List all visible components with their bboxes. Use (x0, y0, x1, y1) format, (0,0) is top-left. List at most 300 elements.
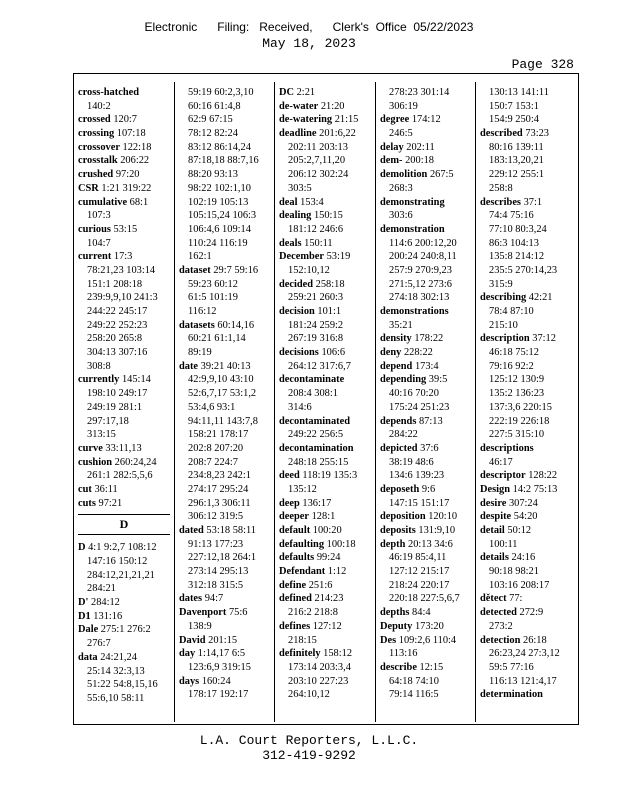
page-line-references: 59:19 60:2,3,10 (188, 87, 254, 98)
page-line-references: 297:17,18 (87, 415, 129, 427)
index-entry (480, 551, 576, 565)
page-line-references: 20:13 34:6 (405, 538, 453, 550)
page-line-references: 228:22 (401, 347, 433, 359)
index-term: day (179, 648, 196, 660)
index-entry-continuation (480, 86, 576, 100)
index-entry (78, 141, 170, 155)
page-line-references: 150:15 (311, 210, 343, 222)
page-line-references: 53:19 (324, 251, 351, 263)
page-line-references: 307:24 (506, 497, 538, 509)
index-entry (480, 196, 576, 210)
page-line-references: 53:4,6 93:1 (188, 401, 236, 413)
index-entry (480, 634, 576, 648)
index-entry (78, 250, 170, 264)
page-line-references: 87:13 (416, 415, 443, 427)
column-divider (375, 82, 376, 722)
index-entry (380, 141, 472, 155)
index-term: defines (279, 620, 311, 632)
index-term: dem- (380, 155, 403, 167)
page-line-references: 206:12 302:24 (288, 169, 349, 181)
page-line-references: 200:18 (402, 155, 434, 167)
index-entry-continuation (179, 387, 271, 401)
index-entry-continuation (179, 113, 271, 127)
index-entry-continuation (480, 209, 576, 223)
index-entry-continuation (78, 428, 170, 442)
page-line-references: 128:1 (309, 511, 336, 523)
page-line-references: 258:18 (313, 278, 345, 290)
index-entry (78, 651, 170, 665)
index-entry-continuation (179, 483, 271, 497)
index-entry (78, 483, 170, 497)
index-entry-continuation (279, 182, 371, 196)
page-line-references: 125:12 130:9 (489, 374, 545, 386)
index-term: data (78, 651, 98, 663)
index-entry-continuation (78, 569, 170, 583)
index-entry-continuation (78, 555, 170, 569)
index-term: demonstration (380, 223, 445, 235)
page-line-references: 202:8 207:20 (188, 442, 244, 454)
index-entry-continuation (480, 223, 576, 237)
page-line-references: 120:7 (110, 114, 137, 126)
index-entry (480, 592, 576, 606)
page-line-references: 88:20 93:13 (188, 169, 238, 181)
page-line-references: 284:21 (87, 583, 116, 595)
index-entry (279, 127, 371, 141)
page-line-references: 304:13 307:16 (87, 347, 148, 359)
index-term: deposeth (380, 483, 420, 495)
index-entry-continuation (179, 127, 271, 141)
page-line-references: 89:19 (188, 347, 212, 359)
index-term: cross-hatched (78, 87, 139, 98)
index-entry (380, 332, 472, 346)
page-line-references: 62:9 67:15 (188, 114, 233, 126)
index-entry-continuation (380, 456, 472, 470)
index-entry-continuation (480, 579, 576, 593)
index-entry (380, 661, 472, 675)
index-entry-continuation (78, 278, 170, 292)
index-entry-continuation (380, 688, 472, 702)
page-line-references: 83:12 86:14,24 (188, 141, 251, 153)
index-term: days (179, 675, 200, 687)
index-term: decontaminated (279, 415, 350, 427)
index-entry (179, 360, 271, 374)
index-entry-continuation (279, 154, 371, 168)
index-entry-continuation (78, 360, 170, 374)
index-entry (279, 196, 371, 210)
index-term: David (179, 634, 206, 646)
page-line-references: 78:21,23 103:14 (87, 264, 156, 276)
index-term: deny (380, 347, 402, 359)
index-entry-continuation (279, 291, 371, 305)
page-line-references: 218:15 (288, 634, 317, 646)
index-entry (380, 113, 472, 127)
index-entry-continuation (279, 428, 371, 442)
page-line-references: 37:12 (529, 333, 556, 345)
index-term: determination (480, 689, 543, 701)
column-divider (274, 82, 275, 722)
index-term: Dale (78, 624, 99, 636)
page-line-references: 37:1 (520, 196, 543, 208)
page-line-references: 140:2 (87, 100, 111, 112)
page-line-references: 259:21 260:3 (288, 292, 344, 304)
page-line-references: 284:12,21,21,21 (87, 569, 155, 581)
index-entry-continuation (179, 223, 271, 237)
index-entry-continuation (279, 606, 371, 620)
page-line-references: 51:22 54:8,15,16 (87, 679, 158, 691)
index-entry-continuation (179, 373, 271, 387)
index-entry (78, 168, 170, 182)
index-term: deal (279, 196, 298, 208)
page-line-references: 198:10 249:17 (87, 388, 148, 400)
index-entry-continuation (179, 579, 271, 593)
page-line-references: 131:9,10 (415, 525, 456, 536)
index-term: crushed (78, 169, 114, 181)
index-entry-continuation (279, 456, 371, 470)
page-line-references: 151:1 208:18 (87, 278, 143, 290)
page-line-references: 261:1 282:5,5,6 (87, 470, 153, 482)
page-line-references: 135:12 (288, 483, 317, 495)
index-entry-continuation (179, 415, 271, 429)
index-term: details (480, 552, 509, 564)
index-term: detail (480, 525, 505, 536)
page-line-references: 52:6,7,17 53:1,2 (188, 388, 257, 400)
index-entry-continuation (480, 305, 576, 319)
page-line-references: 59:5 77:16 (489, 661, 534, 673)
page-line-references: 154:9 250:4 (489, 114, 539, 126)
index-entry-continuation (179, 661, 271, 675)
page-line-references: 33:11,13 (102, 442, 142, 454)
index-entry (78, 127, 170, 141)
index-entry-continuation (279, 141, 371, 155)
index-term: delay (380, 141, 404, 153)
index-entry-continuation (78, 387, 170, 401)
page-line-references: 86:3 104:13 (489, 237, 539, 249)
page-line-references: 174:12 (409, 114, 441, 126)
index-term: demolition (380, 169, 428, 181)
page-line-references: 303:5 (288, 182, 312, 194)
index-entry-continuation (380, 551, 472, 565)
index-term: defaults (279, 552, 315, 564)
page-line-references: 314:6 (288, 401, 312, 413)
index-term: currently (78, 374, 120, 386)
index-entry-continuation (279, 168, 371, 182)
index-entry-continuation (480, 237, 576, 251)
index-entry (480, 483, 576, 497)
index-entry-continuation (179, 497, 271, 511)
index-term: cumulative (78, 196, 128, 208)
index-entry-continuation (279, 387, 371, 401)
page-line-references: 116:12 (188, 306, 217, 317)
page-line-references: 17:3 (111, 251, 133, 263)
index-entry (279, 86, 371, 100)
index-entry-continuation (279, 319, 371, 333)
index-entry (78, 154, 170, 168)
page-line-references: 274:18 302:13 (389, 292, 450, 304)
index-entry-continuation (480, 456, 576, 470)
index-entry-continuation (480, 154, 576, 168)
page-line-references: 116:13 121:4,17 (489, 675, 557, 687)
page-line-references: 138:9 (188, 620, 212, 632)
index-entry-continuation (78, 582, 170, 596)
index-entry (380, 154, 472, 168)
index-entry-continuation (179, 154, 271, 168)
page-line-references: 306:12 319:5 (188, 511, 244, 523)
index-term: depends (380, 415, 417, 427)
index-entry-continuation (78, 209, 170, 223)
page-line-references: 1:21 319:22 (98, 182, 152, 194)
page-line-references: 113:16 (389, 648, 418, 660)
index-term: defaulting (279, 538, 325, 550)
index-entry-continuation (179, 250, 271, 264)
index-entry-continuation (179, 168, 271, 182)
page-line-references: 39:21 40:13 (198, 360, 251, 372)
index-term: crossed (78, 114, 111, 126)
index-entry-continuation (78, 678, 170, 692)
index-entry-continuation (480, 620, 576, 634)
index-term: deeper (279, 511, 310, 523)
page-line-references: 94:11,11 143:7,8 (188, 415, 258, 427)
page-line-references: 158:21 178:17 (188, 429, 249, 441)
page-line-references: 37:6 (417, 442, 439, 454)
index-term: crossing (78, 128, 115, 140)
page-line-references: 258:20 265:8 (87, 333, 143, 345)
page-line-references: 77:10 80:3,24 (489, 223, 547, 235)
index-term: Design (480, 483, 511, 495)
index-column-5 (480, 86, 576, 720)
page-line-references: 46:19 85:4,11 (389, 552, 447, 564)
index-entry (279, 346, 371, 360)
index-entry-continuation (480, 319, 576, 333)
page-line-references: 249:22 252:23 (87, 319, 148, 331)
page-line-references: 103:16 208:17 (489, 579, 550, 591)
page-line-references: 87:18,18 88:7,16 (188, 155, 259, 167)
index-entry-continuation (78, 401, 170, 415)
index-entry (480, 127, 576, 141)
index-entry-continuation (179, 237, 271, 251)
page-line-references: 258:8 (489, 182, 513, 194)
index-entry-continuation (480, 428, 576, 442)
index-term: cuts (78, 497, 96, 509)
index-entry-continuation (179, 428, 271, 442)
index-term: curve (78, 442, 103, 454)
page-line-references: 100:18 (324, 538, 356, 550)
index-term: date (179, 360, 199, 372)
page-line-references: 106:6 (318, 347, 346, 359)
page-line-references: 59:23 60:12 (188, 278, 238, 290)
index-entry (380, 634, 472, 648)
index-entry (78, 196, 170, 210)
index-term: depending (380, 374, 427, 386)
page-line-references: 110:24 116:19 (188, 237, 248, 249)
page-line-references: 257:9 270:9,23 (389, 264, 452, 276)
page-line-references: 135:8 214:12 (489, 251, 545, 263)
page-line-references: 61:5 101:19 (188, 292, 238, 304)
index-term: describes (480, 196, 521, 208)
page-line-references: 296:1,3 306:11 (188, 497, 251, 509)
page-line-references: 268:3 (389, 182, 413, 194)
page-line-references: 147:16 150:12 (87, 556, 148, 567)
page-line-references: 97:20 (113, 169, 140, 181)
index-entry-continuation (380, 250, 472, 264)
page-line-references: 267:5 (427, 169, 454, 181)
index-term: descriptor (480, 470, 526, 482)
page-number: Page 328 (511, 57, 574, 72)
reporter-company: L.A. Court Reporters, L.L.C. (199, 733, 419, 748)
page-line-references: 35:21 (389, 319, 413, 331)
index-entry-continuation (480, 113, 576, 127)
index-entry-continuation (380, 237, 472, 251)
index-entry (279, 592, 371, 606)
page-line-references: 214:23 (311, 593, 344, 605)
page-line-references: 104:7 (87, 237, 111, 249)
index-entry-continuation (480, 250, 576, 264)
page-line-references: 50:12 (504, 525, 532, 536)
index-entry-continuation (78, 469, 170, 483)
index-term: detection (480, 634, 521, 646)
column-divider (475, 82, 476, 722)
page-line-references: 42:21 (526, 292, 553, 304)
index-term: decision (279, 306, 315, 317)
index-entry-continuation (380, 319, 472, 333)
index-entry-continuation (480, 661, 576, 675)
page-line-references: 102:19 105:13 (188, 196, 249, 208)
page-line-references: 131:16 (90, 610, 123, 622)
index-term: decisions (279, 347, 319, 359)
index-entry (380, 223, 472, 237)
page-line-references: 24:21,24 (97, 651, 137, 663)
index-entry (279, 647, 371, 661)
page-line-references: 251:6 (306, 579, 333, 591)
index-term: defined (279, 593, 312, 605)
index-entry-continuation (179, 86, 271, 100)
index-entry-continuation (480, 565, 576, 579)
page-line-references: 227:5 315:10 (489, 429, 545, 441)
index-term: curious (78, 223, 111, 235)
index-entry-continuation (179, 196, 271, 210)
page-line-references: 239:9,9,10 241:3 (87, 292, 158, 304)
deposition-date: May 18, 2023 (262, 36, 356, 51)
page-line-references: 303:6 (389, 210, 413, 222)
page-line-references: 107:18 (114, 128, 146, 140)
index-entry (78, 456, 170, 470)
page-line-references: 46:18 75:12 (489, 347, 539, 359)
page-line-references: 152:10,12 (288, 264, 330, 276)
index-entry-continuation (480, 182, 576, 196)
index-entry-continuation (179, 620, 271, 634)
page-line-references: 218:24 220:17 (389, 579, 450, 591)
page-line-references: 24:16 (508, 552, 536, 564)
index-entry (279, 237, 371, 251)
page-line-references: 53:18 58:11 (203, 525, 256, 536)
index-entry (179, 675, 271, 689)
index-entry-continuation (179, 565, 271, 579)
index-entry (279, 442, 371, 456)
page-line-references: 55:6,10 58:11 (87, 692, 145, 704)
index-entry (480, 442, 576, 456)
index-term: de-watering (279, 114, 333, 126)
page-line-references: 109:2,6 110:4 (396, 634, 457, 646)
page-line-references: 276:7 (87, 638, 111, 650)
index-term: described (480, 128, 523, 140)
page-line-references: 150:11 (301, 237, 333, 249)
index-term: despite (480, 511, 512, 523)
page-line-references: 99:24 (314, 552, 341, 564)
index-entry (279, 209, 371, 223)
page-line-references: 77: (506, 593, 523, 605)
page-line-references: 127:12 (310, 620, 342, 632)
page-line-references: 160:24 (199, 675, 231, 687)
index-entry (279, 579, 371, 593)
page-line-references: 42:9,9,10 43:10 (188, 374, 254, 386)
page-line-references: 229:12 255:1 (489, 169, 545, 181)
index-entry-continuation (179, 456, 271, 470)
page-line-references: 9:6 (419, 483, 436, 495)
index-entry (279, 373, 371, 387)
page-line-references: 284:12 (88, 597, 120, 609)
index-term: deadline (279, 128, 317, 140)
index-term: describing (480, 292, 527, 304)
page-line-references: 84:4 (409, 607, 431, 619)
page-line-references: 273:2 (489, 620, 513, 632)
page-line-references: 202:11 203:13 (288, 141, 348, 153)
index-entry (480, 291, 576, 305)
index-term: D1 (78, 610, 91, 622)
page-line-references: 145:14 (119, 374, 151, 386)
index-entry (380, 415, 472, 429)
page-line-references: 147:15 151:17 (389, 497, 450, 509)
index-entry-continuation (380, 565, 472, 579)
index-entry (179, 524, 271, 538)
index-term: dataset (179, 264, 211, 276)
index-term: Deputy (380, 620, 413, 632)
index-entry-continuation (279, 661, 371, 675)
index-term: definitely (279, 648, 321, 660)
index-term: cut (78, 483, 92, 495)
index-entry (380, 442, 472, 456)
page-line-references: 100:11 (489, 538, 518, 550)
index-entry (380, 360, 472, 374)
page-line-references: 21:20 (318, 100, 345, 112)
index-entry-continuation (380, 278, 472, 292)
index-entry (179, 264, 271, 278)
index-entry-continuation (179, 401, 271, 415)
page-line-references: 201:6,22 (316, 128, 356, 140)
index-column-3 (279, 86, 371, 720)
index-entry-continuation (279, 634, 371, 648)
index-term: describe (380, 661, 417, 673)
page-line-references: 40:16 70:20 (389, 388, 439, 400)
page-line-references: 273:14 295:13 (188, 566, 249, 578)
page-line-references: 54:20 (511, 511, 538, 523)
index-entry (78, 610, 170, 624)
index-term: Des (380, 634, 397, 646)
page-line-references: 1:12 (325, 566, 347, 578)
page-line-references: 178:17 192:17 (188, 689, 249, 701)
index-entry (279, 100, 371, 114)
index-entry (480, 606, 576, 620)
page-line-references: 234:8,23 242:1 (188, 470, 251, 482)
page-line-references: 94:7 (202, 593, 224, 605)
page-line-references: 1:14,17 6:5 (195, 648, 246, 660)
index-term: desire (480, 497, 507, 509)
page-line-references: 80:16 139:11 (489, 141, 544, 153)
page-line-references: 60:21 61:1,14 (188, 333, 246, 345)
index-entry (78, 113, 170, 127)
index-entry-continuation (380, 264, 472, 278)
page-line-references: 173:14 203:3,4 (288, 661, 351, 673)
word-index-box (73, 73, 579, 725)
page-line-references: 248:18 255:15 (288, 456, 349, 468)
